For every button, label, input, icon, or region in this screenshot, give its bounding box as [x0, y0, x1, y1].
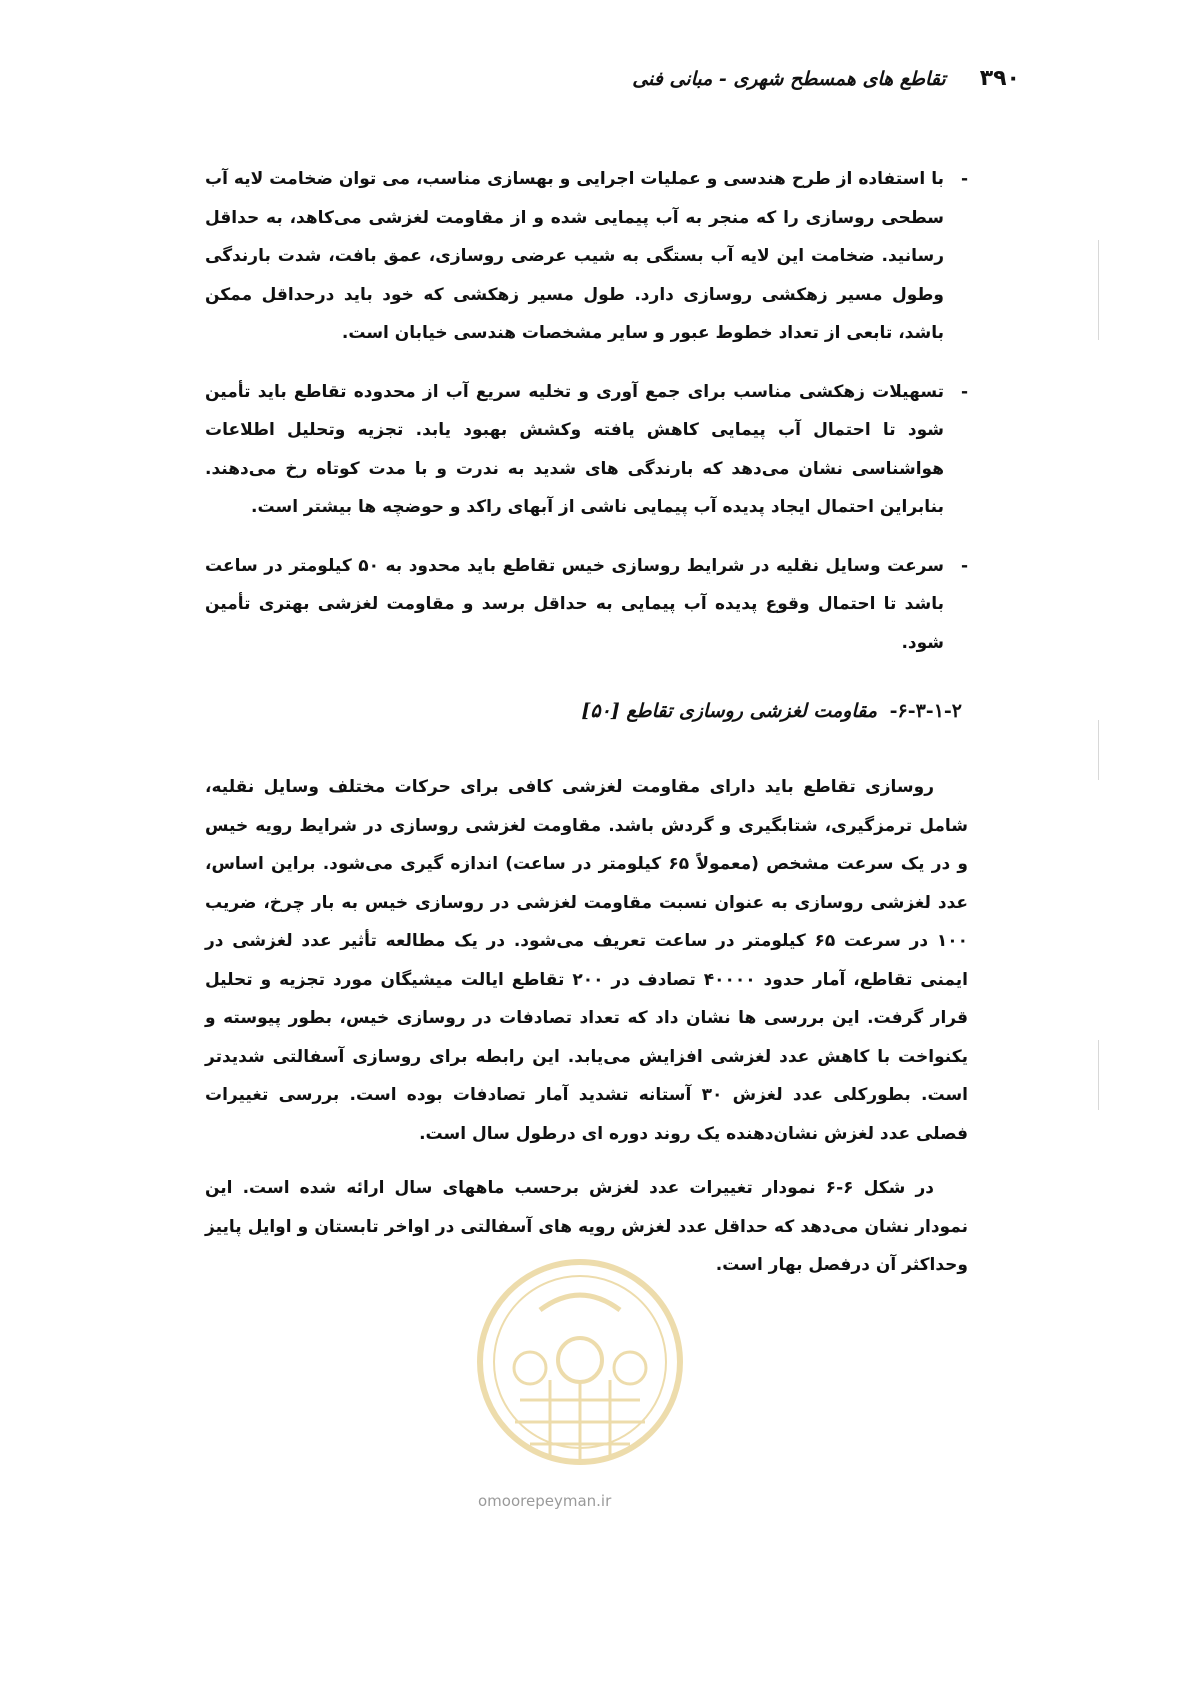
bullet-item — [205, 373, 968, 527]
watermark-seal-icon — [470, 1250, 690, 1480]
bullet-list — [205, 160, 968, 662]
margin-divider — [1098, 240, 1099, 340]
bullet-text: با استفاده از طرح هندسی و عملیات اجرایی و بهسازی مناسب، می توان ضخامت لایه آب سطحی روسازی را که منجر به آب پیمایی شده و از مقاومت لغزشی می‌کاهد، به حداقل رسانید. ضخامت این لایه آب بستگی به شیب عرضی روسازی، عمق بافت، شدت بارندگی وطول مسیر زهکشی روسازی دارد. طول مسیر زهکشی که خود باید درحداقل ممکن باشد، تابعی از تعداد خطوط عبور و سایر مشخصات هندسی خیابان است. — [205, 169, 944, 343]
section-heading — [205, 700, 968, 722]
page-header — [170, 66, 1020, 99]
dash-marker: - — [960, 169, 968, 189]
margin-divider — [1098, 1040, 1099, 1110]
dash-marker: - — [960, 381, 968, 402]
running-title: تقاطع های همسطح شهری - مبانی فنی — [632, 68, 946, 90]
page-content — [205, 160, 968, 1301]
watermark-site-text: omoorepeyman.ir — [478, 1492, 612, 1510]
section-number: ۶-۳-۱-۲- — [889, 700, 962, 722]
bullet-item — [205, 547, 968, 663]
bullet-text: سرعت وسایل نقلیه در شرایط روسازی خیس تقاطع باید محدود به ۵۰ کیلومتر در ساعت باشد تا احتمال وقوع پدیده آب پیمایی به حداقل برسد و مقاومت لغزشی بهتری تأمین شود. — [205, 555, 944, 653]
bullet-text: تسهیلات زهکشی مناسب برای جمع آوری و تخلیه سریع آب از محدوده تقاطع باید تأمین شود تا احتمال آب پیمایی کاهش یافته وکشش بهبود یابد. تجزیه وتحلیل اطلاعات هواشناسی نشان می‌دهد که بارندگی های شدید به ندرت و با مدت کوتاه رخ می‌دهند. بنابراین احتمال ایجاد پدیده آب پیمایی ناشی از آبهای راکد و حوضچه ها بیشتر است. — [205, 381, 944, 517]
body-paragraph: در شکل ۶-۶ نمودار تغییرات عدد لغزش برحسب ماههای سال ارائه شده است. این نمودار نشان می‌دهد که حداقل عدد لغزش رویه های آسفالتی در اواخر تابستان و اوایل پاییز وحداکثر آن درفصل بهار است. — [205, 1178, 968, 1275]
dash-marker: - — [960, 555, 968, 576]
body-paragraph: روسازی تقاطع باید دارای مقاومت لغزشی کافی برای حرکات مختلف وسایل نقلیه، شامل ترمزگیری، شتابگیری و گردش باشد. مقاومت لغزشی روسازی در شرایط رویه خیس و در یک سرعت مشخص (معمولاً ۶۵ کیلومتر در ساعت) اندازه گیری می‌شود. براین اساس، عدد لغزشی روسازی به عنوان نسبت مقاومت لغزشی در روسازی خیس به بار چرخ، ضریب ۱۰۰ در سرعت ۶۵ کیلومتر در ساعت تعریف می‌شود. در یک مطالعه تأثیر عدد لغزشی در ایمنی تقاطع، آمار حدود ۴۰۰۰۰ تصادف در ۲۰۰ تقاطع ایالت میشیگان مورد تجزیه و تحلیل قرار گرفت. این بررسی ها نشان داد که تعداد تصادفات در روسازی خیس، بطور پیوسته و یکنواخت با کاهش عدد لغزشی افزایش می‌یابد. این رابطه برای روسازی آسفالتی شدیدتر است. بطورکلی عدد لغزش ۳۰ آستانه تشدید آمار تصادفات بوده است. بررسی تغییرات فصلی عدد لغزش نشان‌دهنده یک روند دوره ای درطول سال است. — [205, 777, 968, 1144]
section-title: مقاومت لغزشی روسازی تقاطع [۵۰] — [581, 700, 877, 722]
bullet-item — [205, 160, 968, 353]
margin-divider — [1098, 720, 1099, 780]
page-number: ۳۹۰ — [979, 66, 1020, 91]
